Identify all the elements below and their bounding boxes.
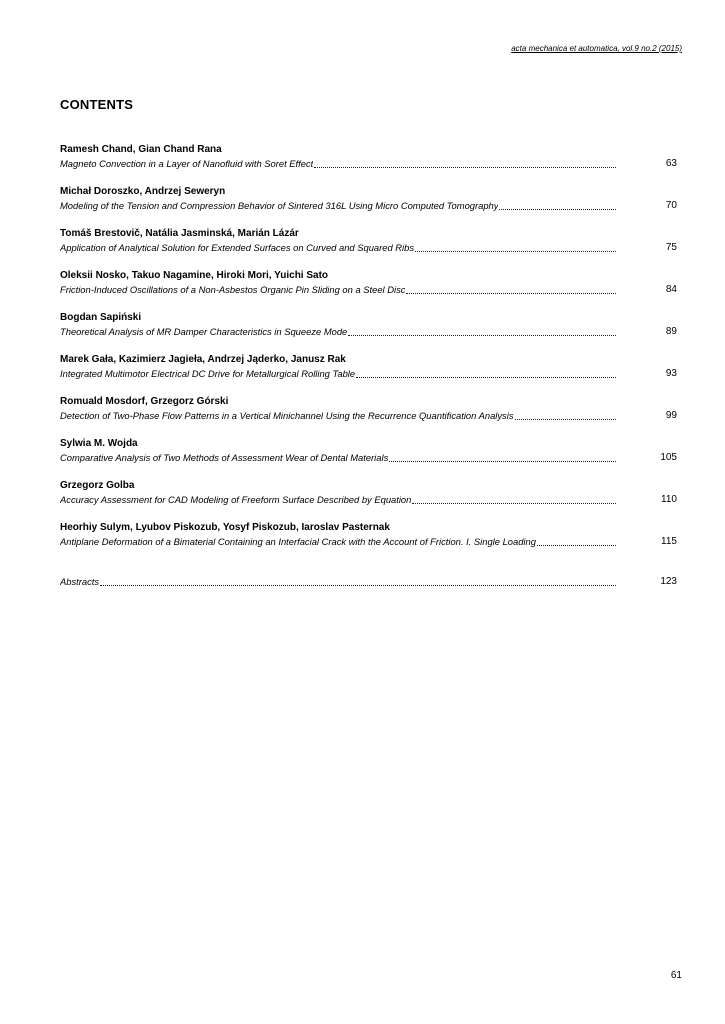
abstracts-entry[interactable] [60, 575, 677, 589]
dot-leader [356, 376, 616, 378]
page-number: 61 [670, 970, 682, 981]
entry-title-line [60, 367, 677, 381]
entry-page-number: 110 [661, 494, 677, 505]
toc-entry[interactable] [60, 521, 677, 563]
entry-page-number: 105 [660, 452, 677, 463]
entry-authors: Tomáš Brestovič, Natália Jasminská, Marián Lázár [60, 228, 299, 239]
entry-title[interactable]: Accuracy Assessment for CAD Modeling of Freeform Surface Described by Equation [60, 494, 412, 505]
toc-entry[interactable] [60, 185, 677, 227]
dot-leader [389, 460, 616, 462]
entry-title[interactable]: Magneto Convection in a Layer of Nanofluid with Soret Effect [60, 158, 314, 169]
entry-authors: Grzegorz Golba [60, 480, 135, 491]
entry-title-line [60, 409, 677, 423]
abstracts-title[interactable]: Abstracts [60, 576, 100, 587]
entry-title-line [60, 451, 677, 465]
entry-page-number: 99 [665, 410, 677, 421]
dot-leader [537, 544, 616, 546]
dot-leader [348, 334, 616, 336]
entry-page-number: 75 [665, 242, 677, 253]
dot-leader [499, 208, 616, 210]
entry-authors: Michał Doroszko, Andrzej Seweryn [60, 186, 226, 197]
abstracts-page-number: 123 [660, 576, 677, 587]
entry-title-line [60, 157, 677, 171]
toc-entry[interactable] [60, 395, 677, 437]
entry-authors: Heorhiy Sulym, Lyubov Piskozub, Yosyf Piskozub, Iaroslav Pasternak [60, 522, 390, 533]
entry-title-line [60, 535, 677, 549]
entry-page-number: 84 [665, 284, 677, 295]
entry-title[interactable]: Integrated Multimotor Electrical DC Drive for Metallurgical Rolling Table [60, 368, 356, 379]
toc-entry[interactable] [60, 227, 677, 269]
entry-authors: Romuald Mosdorf, Grzegorz Górski [60, 396, 229, 407]
page-title: CONTENTS [60, 97, 134, 112]
entry-authors: Ramesh Chand, Gian Chand Rana [60, 144, 222, 155]
dot-leader [314, 166, 616, 168]
entry-authors: Sylwia M. Wojda [60, 438, 138, 449]
entry-title-line [60, 325, 677, 339]
entry-page-number: 63 [665, 158, 677, 169]
entry-title[interactable]: Theoretical Analysis of MR Damper Characteristics in Squeeze Mode [60, 326, 348, 337]
toc-entry[interactable] [60, 437, 677, 479]
toc-entry[interactable] [60, 479, 677, 521]
toc-entry[interactable] [60, 269, 677, 311]
entry-title[interactable]: Application of Analytical Solution for Extended Surfaces on Curved and Squared Ribs [60, 242, 415, 253]
dot-leader [100, 584, 616, 586]
entry-title-line [60, 493, 677, 507]
dot-leader [515, 418, 616, 420]
toc-entry[interactable] [60, 353, 677, 395]
entry-title[interactable]: Modeling of the Tension and Compression Behavior of Sintered 316L Using Micro Computed Tomography [60, 200, 499, 211]
dot-leader [415, 250, 616, 252]
entry-title[interactable]: Detection of Two-Phase Flow Patterns in a Vertical Minichannel Using the Recurrence Quantification Analysis [60, 410, 514, 421]
entry-page-number: 93 [665, 368, 677, 379]
dot-leader [406, 292, 616, 294]
toc-entry[interactable] [60, 311, 677, 353]
entry-title[interactable]: Antiplane Deformation of a Bimaterial Containing an Interfacial Crack with the Account of Friction. I. Single Loading [60, 536, 536, 547]
entry-title-line [60, 199, 677, 213]
running-head: acta mechanica et automatica, vol.9 no.2 (2015) [511, 44, 682, 53]
entry-authors: Oleksii Nosko, Takuo Nagamine, Hiroki Mori, Yuichi Sato [60, 270, 329, 281]
toc-entry[interactable] [60, 143, 677, 185]
entry-title[interactable]: Comparative Analysis of Two Methods of Assessment Wear of Dental Materials [60, 452, 389, 463]
entry-title[interactable]: Friction-Induced Oscillations of a Non-Asbestos Organic Pin Sliding on a Steel Disc [60, 284, 406, 295]
entry-authors: Bogdan Sapiński [60, 312, 142, 323]
entry-page-number: 89 [665, 326, 677, 337]
entry-title-line [60, 283, 677, 297]
entry-title-line [60, 241, 677, 255]
table-of-contents [60, 143, 677, 589]
entry-page-number: 70 [665, 200, 677, 211]
entry-page-number: 115 [661, 536, 677, 547]
dot-leader [412, 502, 616, 504]
entry-authors: Marek Gała, Kazimierz Jagieła, Andrzej Jąderko, Janusz Rak [60, 354, 346, 365]
